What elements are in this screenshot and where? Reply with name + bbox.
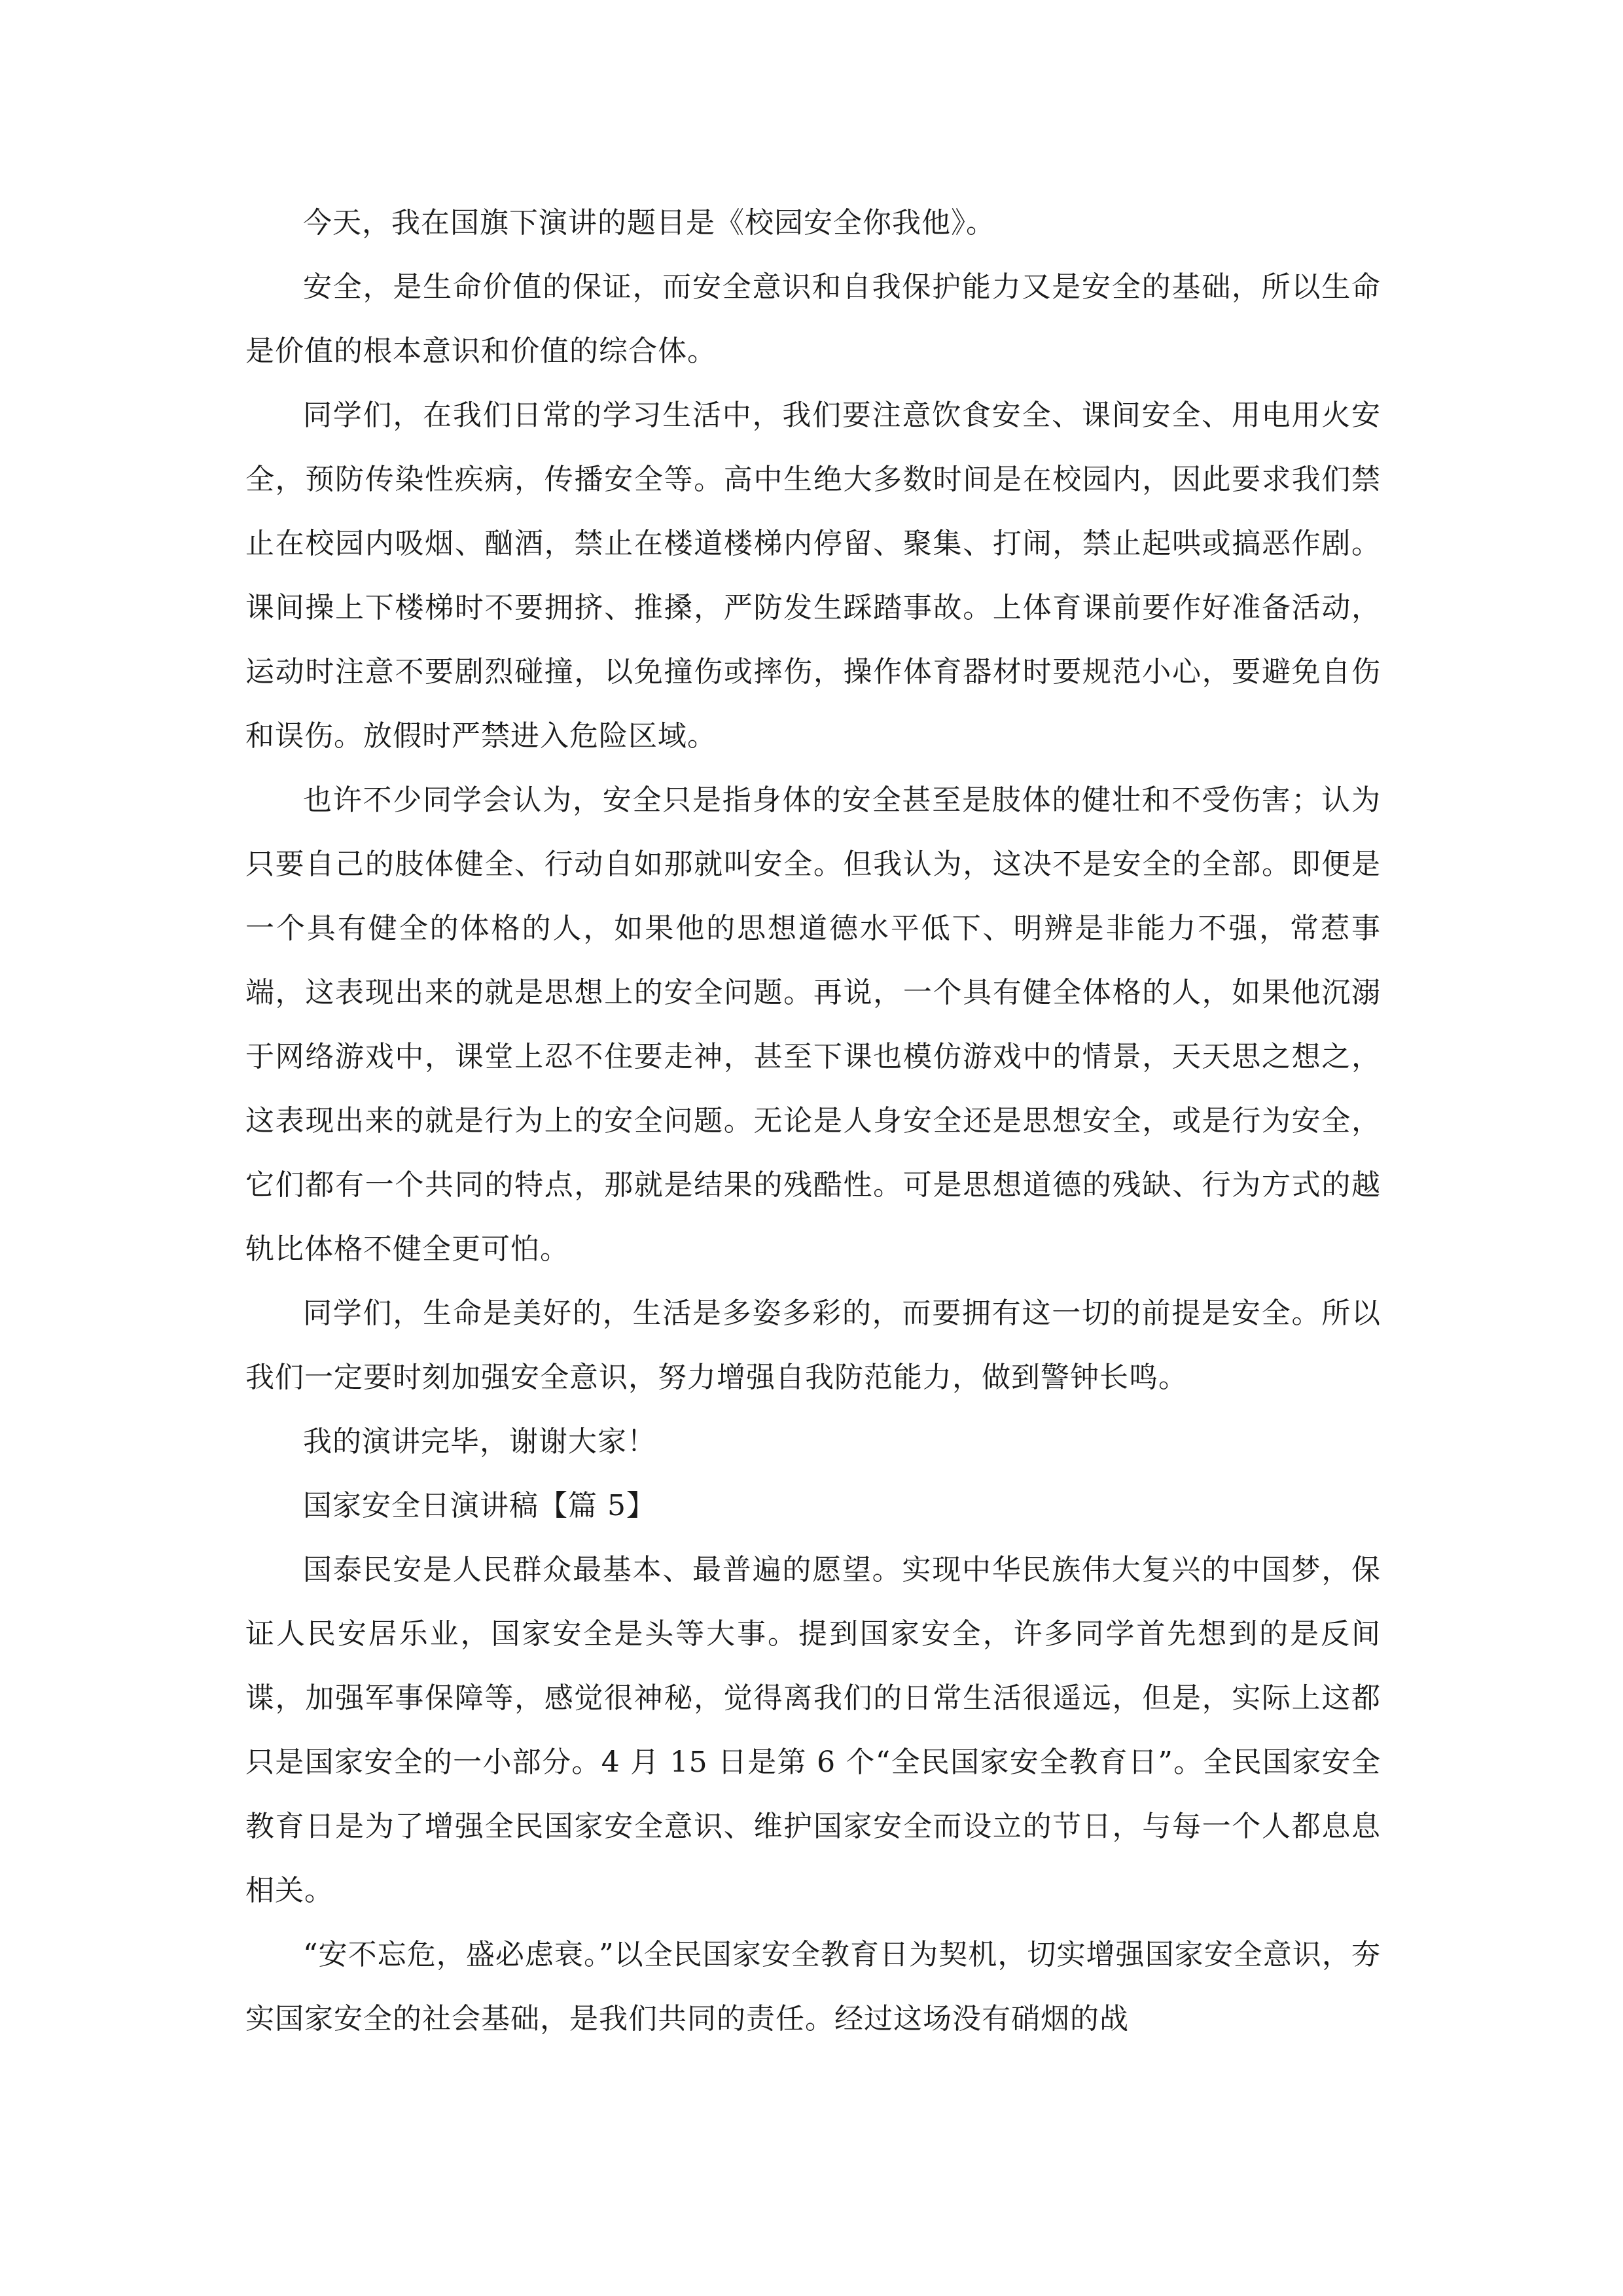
paragraph-speech-topic: 今天，我在国旗下演讲的题目是《校园安全你我他》。 bbox=[303, 206, 995, 240]
paragraph-safety-value: 安全，是生命价值的保证，而安全意识和自我保护能力又是安全的基础，所以生命是价值的根本意识和价值的综合体。 bbox=[245, 270, 1381, 368]
paragraph-thought-safety: 也许不少同学会认为，安全只是指身体的安全甚至是肢体的健壮和不受伤害；认为只要自己的肢体健全、行动自如那就叫安全。但我认为，这决不是安全的全部。即便是一个具有健全的体格的人，如果他的思想道德水平低下、明辨是非能力不强，常惹事端，这表现出来的就是思想上的安全问题。再说，一个具有健全体格的人，如果他沉溺于网络游戏中，课堂上忍不住要走神，甚至下课也模仿游戏中的情景，天天思之想之，这表现出来的就是行为上的安全问题。无论是人身安全还是思想安全，或是行为安全，它们都有一个共同的特点，那就是结果的残酷性。可是思想道德的残缺、行为方式的越轨比体格不健全更可怕。 bbox=[245, 783, 1381, 1266]
paragraph-security-awareness: “安不忘危，盛必虑衰。”以全民国家安全教育日为契机，切实增强国家安全意识，夯实国家安全的社会基础，是我们共同的责任。经过这场没有硝烟的战 bbox=[245, 1938, 1381, 2036]
paragraph-daily-safety: 同学们，在我们日常的学习生活中，我们要注意饮食安全、课间安全、用电用火安全，预防传染性疾病，传播安全等。高中生绝大多数时间是在校园内，因此要求我们禁止在校园内吸烟、酗酒，禁止在楼道楼梯内停留、聚集、打闹，禁止起哄或搞恶作剧。课间操上下楼梯时不要拥挤、推搡，严防发生踩踏事故。上体育课前要作好准备活动，运动时注意不要剧烈碰撞，以免撞伤或摔伤，操作体育器材时要规范小心，要避免自伤和误伤。放假时严禁进入危险区域。 bbox=[245, 399, 1381, 753]
paragraph-national-security: 国泰民安是人民群众最基本、最普遍的愿望。实现中华民族伟大复兴的中国梦，保证人民安居乐业，国家安全是头等大事。提到国家安全，许多同学首先想到的是反间谍，加强军事保障等，感觉很神秘，觉得离我们的日常生活很遥远，但是，实际上这都只是国家安全的一小部分。4 月 15 日是第 6 个“全民国家安全教育日”。全民国家安全教育日是为了增强全民国家安全意识、维护国家安全而设立的节日，与每一个人都息息相关。 bbox=[245, 1553, 1381, 1907]
section-heading: 国家安全日演讲稿【篇 5】 bbox=[303, 1489, 656, 1522]
paragraph-closing: 我的演讲完毕，谢谢大家！ bbox=[303, 1425, 656, 1458]
document-body bbox=[245, 191, 1381, 2051]
paragraph-life-beautiful: 同学们，生命是美好的，生活是多姿多彩的，而要拥有这一切的前提是安全。所以我们一定要时刻加强安全意识，努力增强自我防范能力，做到警钟长鸣。 bbox=[245, 1297, 1381, 1394]
